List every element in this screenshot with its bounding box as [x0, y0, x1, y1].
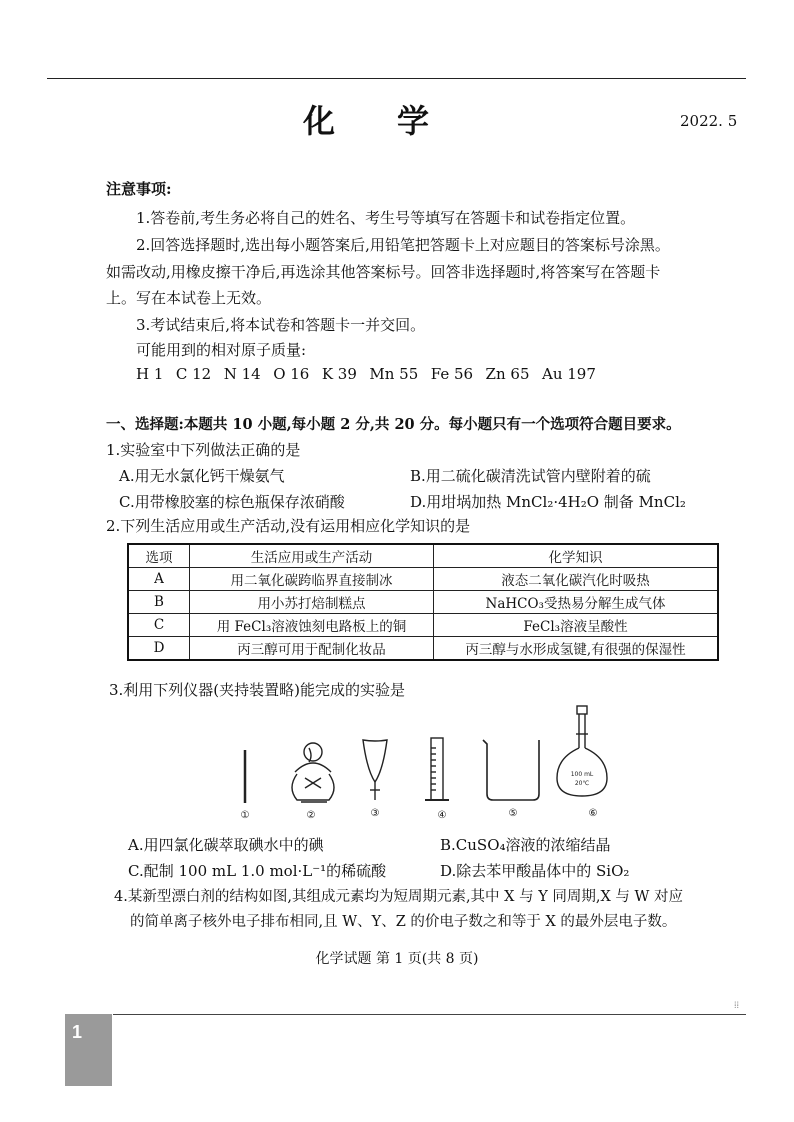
page-title: 化学	[302, 102, 491, 140]
table-cell: 丙三醇与水形成氢键,有很强的保湿性	[434, 637, 719, 661]
atomic-mass: K 39	[321, 365, 357, 383]
table-cell: 用 FeCl₃溶液蚀刻电路板上的铜	[190, 614, 434, 637]
q4-line: 4.某新型漂白剂的结构如图,其组成元素均为短周期元素,其中 X 与 Y 同周期,X 与 W 对应	[114, 889, 684, 905]
notice-item: 1.答卷前,考生务必将自己的姓名、考生号等填写在答题卡和试卷指定位置。	[136, 209, 636, 227]
beaker-icon	[483, 740, 539, 800]
table-cell: B	[128, 591, 190, 614]
table-header: 选项	[128, 544, 190, 568]
atomic-mass: H 1	[136, 365, 164, 383]
atomic-mass: O 16	[273, 365, 310, 383]
table-cell: 液态二氧化碳汽化时吸热	[434, 568, 719, 591]
table-header: 化学知识	[434, 544, 719, 568]
notice-item: 2.回答选择题时,选出每小题答案后,用铅笔把答题卡上对应题目的答案标号涂黑。	[136, 236, 670, 254]
corner-mark: ⁞⁞	[734, 1001, 740, 1011]
flask-temp-label: 20℃	[574, 780, 590, 787]
table-header: 生活应用或生产活动	[190, 544, 434, 568]
atomic-mass-list	[136, 362, 596, 386]
notice-heading: 注意事项:	[106, 180, 172, 198]
table-cell: 用二氧化碳跨临界直接制冰	[190, 568, 434, 591]
notice-item: 如需改动,用橡皮擦干净后,再选涂其他答案标号。回答非选择题时,将答案写在答题卡	[106, 263, 661, 281]
table-cell: NaHCO₃受热易分解生成气体	[434, 591, 719, 614]
q3-stem: 3.利用下列仪器(夹持装置略)能完成的实验是	[109, 681, 406, 699]
q3-option-a: A.用四氯化碳萃取碘水中的碘	[128, 836, 324, 854]
notice-item: 3.考试结束后,将本试卷和答题卡一并交回。	[136, 316, 426, 334]
instruments-figure	[225, 700, 625, 830]
top-rule	[47, 78, 746, 79]
instrument-label: ④	[437, 810, 447, 821]
table-cell: FeCl₃溶液呈酸性	[434, 614, 719, 637]
q2-table	[127, 543, 719, 661]
table-cell: 用小苏打焙制糕点	[190, 591, 434, 614]
atomic-mass: Zn 65	[485, 365, 530, 383]
q1-option-d: D.用坩埚加热 MnCl₂·4H₂O 制备 MnCl₂	[410, 493, 686, 511]
volumetric-flask-icon	[557, 706, 607, 796]
instrument-label: ②	[306, 810, 316, 821]
page-number-box	[65, 1014, 112, 1086]
atomic-mass: Mn 55	[369, 365, 419, 383]
table-cell: A	[128, 568, 190, 591]
q1-option-c: C.用带橡胶塞的棕色瓶保存浓硝酸	[119, 493, 345, 511]
q2-stem: 2.下列生活应用或生产活动,没有运用相应化学知识的是	[106, 517, 471, 535]
table-row	[128, 637, 718, 661]
atomic-mass-label: 可能用到的相对原子质量:	[136, 341, 307, 359]
instrument-label: ⑥	[588, 808, 598, 819]
table-row	[128, 614, 718, 637]
q1-option-b: B.用二硫化碳清洗试管内壁附着的硫	[410, 467, 651, 485]
exam-date: 2022. 5	[680, 112, 738, 130]
q1-stem: 1.实验室中下列做法正确的是	[106, 441, 301, 459]
instrument-label: ①	[240, 810, 250, 821]
table-cell: C	[128, 614, 190, 637]
table-row	[128, 568, 718, 591]
page-footer: 化学试题 第 1 页(共 8 页)	[315, 951, 479, 967]
table-header-row	[128, 544, 718, 568]
q3-option-d: D.除去苯甲酸晶体中的 SiO₂	[440, 862, 630, 880]
notice-item: 上。写在本试卷上无效。	[106, 289, 272, 307]
bottom-rule	[113, 1014, 746, 1015]
table-cell: 丙三醇可用于配制化妆品	[190, 637, 434, 661]
flask-volume-label: 100 mL	[570, 771, 594, 778]
q3-option-b: B.CuSO₄溶液的浓缩结晶	[440, 836, 611, 854]
instrument-label: ③	[370, 808, 380, 819]
page-number: 1	[72, 1022, 83, 1042]
atomic-mass: Fe 56	[430, 365, 474, 383]
atomic-mass: Au 197	[541, 365, 596, 383]
q3-option-c: C.配制 100 mL 1.0 mol·L⁻¹的稀硫酸	[128, 862, 387, 880]
q4-line: 的简单离子核外电子排布相同,且 W、Y、Z 的价电子数之和等于 X 的最外层电子数。	[130, 914, 677, 930]
q1-option-a: A.用无水氯化钙干燥氨气	[119, 467, 285, 485]
table-row	[128, 591, 718, 614]
instrument-label: ⑤	[508, 808, 518, 819]
section-heading: 一、选择题:本题共 10 小题,每小题 2 分,共 20 分。每小题只有一个选项符合题目要求。	[106, 416, 681, 433]
graduated-cylinder-icon	[425, 738, 449, 800]
atomic-mass: N 14	[223, 365, 261, 383]
separatory-funnel-icon	[363, 740, 387, 800]
atomic-mass: C 12	[175, 365, 212, 383]
table-cell: D	[128, 637, 190, 661]
alcohol-lamp-icon	[292, 743, 334, 802]
